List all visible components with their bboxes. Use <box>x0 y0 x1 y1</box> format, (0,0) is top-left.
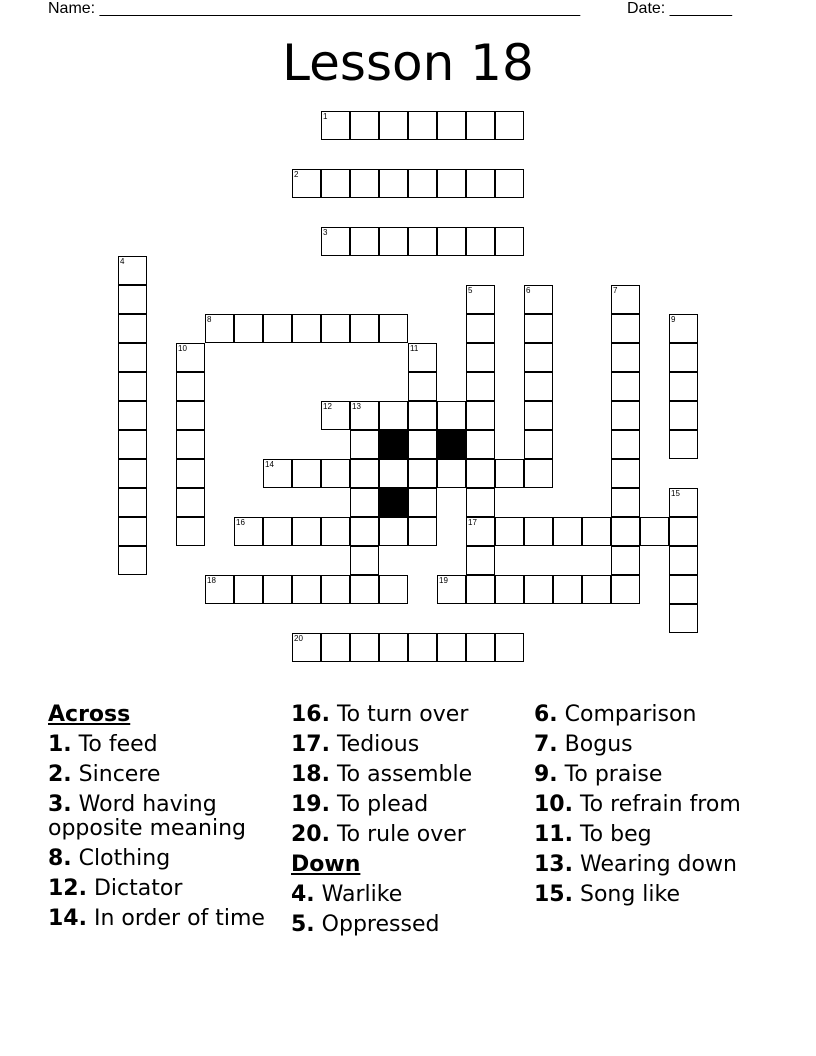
grid-square[interactable] <box>379 517 408 546</box>
grid-square[interactable] <box>524 285 553 314</box>
clue-column-3 <box>534 700 794 910</box>
clue-text: To feed <box>78 732 158 757</box>
clue-number-label: 1 <box>323 112 328 121</box>
grid-square[interactable] <box>408 372 437 401</box>
clue-number-label: 6 <box>526 286 531 295</box>
clue-number: 17. <box>291 732 330 757</box>
grid-square[interactable] <box>611 372 640 401</box>
grid-square[interactable] <box>611 343 640 372</box>
clue-text: To rule over <box>336 822 466 847</box>
grid-square[interactable] <box>669 575 698 604</box>
shaded-square <box>437 430 466 459</box>
grid-square[interactable] <box>524 459 553 488</box>
grid-square[interactable] <box>669 517 698 546</box>
clue-number-label: 17 <box>468 518 477 527</box>
grid-square[interactable] <box>408 111 437 140</box>
grid-square[interactable] <box>669 314 698 343</box>
clue-number-label: 20 <box>294 634 303 643</box>
clue-number-label: 15 <box>671 489 680 498</box>
date-field-label: Date: _______ <box>627 0 732 17</box>
name-field-label: Name: ______________________________________________________ <box>48 0 581 17</box>
grid-square[interactable] <box>263 575 292 604</box>
grid-square[interactable] <box>263 459 292 488</box>
clue-number-label: 4 <box>120 257 125 266</box>
clue-across-19 <box>291 790 526 820</box>
grid-square[interactable] <box>292 575 321 604</box>
down-heading: Down <box>291 852 361 877</box>
grid-square[interactable] <box>321 633 350 662</box>
grid-square[interactable] <box>379 227 408 256</box>
grid-square[interactable] <box>582 575 611 604</box>
grid-square[interactable] <box>176 343 205 372</box>
clue-across-14 <box>48 904 278 934</box>
grid-square[interactable] <box>524 430 553 459</box>
page-title: Lesson 18 <box>282 34 534 92</box>
clue-number-label: 2 <box>294 170 299 179</box>
clue-down-9 <box>534 760 794 790</box>
clue-across-3 <box>48 790 278 844</box>
grid-square[interactable] <box>611 546 640 575</box>
grid-square[interactable] <box>466 372 495 401</box>
grid-square[interactable] <box>466 401 495 430</box>
clue-text: Warlike <box>321 882 403 907</box>
grid-square[interactable] <box>118 372 147 401</box>
grid-square[interactable] <box>176 401 205 430</box>
grid-square[interactable] <box>292 517 321 546</box>
grid-square[interactable] <box>118 459 147 488</box>
grid-square[interactable] <box>437 227 466 256</box>
grid-square[interactable] <box>466 575 495 604</box>
grid-square[interactable] <box>408 169 437 198</box>
grid-square[interactable] <box>379 459 408 488</box>
grid-square[interactable] <box>118 285 147 314</box>
grid-square[interactable] <box>263 517 292 546</box>
grid-square[interactable] <box>669 401 698 430</box>
grid-square[interactable] <box>524 343 553 372</box>
clue-down-4 <box>291 880 526 910</box>
clue-number: 12. <box>48 876 87 901</box>
grid-square[interactable] <box>408 488 437 517</box>
grid-square[interactable] <box>263 314 292 343</box>
clue-down-11 <box>534 820 794 850</box>
grid-square[interactable] <box>437 401 466 430</box>
clue-number: 13. <box>534 852 573 877</box>
grid-square[interactable] <box>379 111 408 140</box>
clue-text: Dictator <box>93 876 183 901</box>
grid-square[interactable] <box>495 575 524 604</box>
grid-square[interactable] <box>611 401 640 430</box>
clue-number-label: 3 <box>323 228 328 237</box>
clue-number: 3. <box>48 792 72 817</box>
grid-square[interactable] <box>408 459 437 488</box>
clue-text: Song like <box>579 882 681 907</box>
grid-square[interactable] <box>408 343 437 372</box>
clue-number: 14. <box>48 906 87 931</box>
grid-square[interactable] <box>495 633 524 662</box>
grid-square[interactable] <box>408 401 437 430</box>
grid-square[interactable] <box>176 488 205 517</box>
grid-square[interactable] <box>437 111 466 140</box>
grid-square[interactable] <box>524 372 553 401</box>
clue-text: To assemble <box>336 762 473 787</box>
grid-square[interactable] <box>292 169 321 198</box>
clue-number: 10. <box>534 792 573 817</box>
clue-number: 1. <box>48 732 72 757</box>
grid-square[interactable] <box>379 401 408 430</box>
clue-number-label: 13 <box>352 402 361 411</box>
clue-across-8 <box>48 844 278 874</box>
clue-across-1 <box>48 730 278 760</box>
clue-text: Tedious <box>336 732 420 757</box>
grid-square[interactable] <box>437 169 466 198</box>
grid-square[interactable] <box>524 517 553 546</box>
grid-square[interactable] <box>466 430 495 459</box>
grid-square[interactable] <box>408 430 437 459</box>
grid-square[interactable] <box>292 633 321 662</box>
clue-down-13 <box>534 850 794 880</box>
grid-square[interactable] <box>669 604 698 633</box>
grid-square[interactable] <box>292 314 321 343</box>
grid-square[interactable] <box>553 517 582 546</box>
grid-square[interactable] <box>437 575 466 604</box>
grid-square[interactable] <box>466 285 495 314</box>
grid-square[interactable] <box>234 575 263 604</box>
grid-square[interactable] <box>466 169 495 198</box>
grid-square[interactable] <box>466 546 495 575</box>
clue-number-label: 7 <box>613 286 618 295</box>
grid-square[interactable] <box>118 256 147 285</box>
grid-square[interactable] <box>176 430 205 459</box>
clue-number-label: 12 <box>323 402 332 411</box>
grid-square[interactable] <box>118 546 147 575</box>
clue-number: 8. <box>48 846 72 871</box>
grid-square[interactable] <box>321 111 350 140</box>
grid-square[interactable] <box>553 575 582 604</box>
clue-text: To praise <box>564 762 663 787</box>
grid-square[interactable] <box>350 575 379 604</box>
grid-square[interactable] <box>321 314 350 343</box>
clue-column-2 <box>291 700 526 940</box>
clue-number-label: 10 <box>178 344 187 353</box>
grid-square[interactable] <box>611 517 640 546</box>
grid-square[interactable] <box>640 517 669 546</box>
across-heading: Across <box>48 702 131 727</box>
clue-across-17 <box>291 730 526 760</box>
clue-text: To refrain from <box>579 792 741 817</box>
clue-text: Wearing down <box>579 852 737 877</box>
grid-square[interactable] <box>466 111 495 140</box>
grid-square[interactable] <box>379 633 408 662</box>
grid-square[interactable] <box>669 343 698 372</box>
grid-square[interactable] <box>466 488 495 517</box>
clue-text: Clothing <box>78 846 171 871</box>
clue-number: 15. <box>534 882 573 907</box>
grid-square[interactable] <box>495 459 524 488</box>
grid-square[interactable] <box>321 575 350 604</box>
grid-square[interactable] <box>321 227 350 256</box>
clue-number: 9. <box>534 762 558 787</box>
clue-across-16 <box>291 700 526 730</box>
clue-number-label: 8 <box>207 315 212 324</box>
grid-square[interactable] <box>118 343 147 372</box>
clue-number: 5. <box>291 912 315 937</box>
clue-text: To turn over <box>336 702 469 727</box>
clue-number: 11. <box>534 822 573 847</box>
grid-square[interactable] <box>466 633 495 662</box>
grid-square[interactable] <box>669 430 698 459</box>
clue-number: 6. <box>534 702 558 727</box>
clue-text: Sincere <box>78 762 161 787</box>
grid-square[interactable] <box>350 517 379 546</box>
grid-square[interactable] <box>524 575 553 604</box>
grid-square[interactable] <box>466 459 495 488</box>
grid-square[interactable] <box>321 459 350 488</box>
grid-square[interactable] <box>234 517 263 546</box>
grid-square[interactable] <box>350 430 379 459</box>
grid-square[interactable] <box>437 459 466 488</box>
clue-number: 19. <box>291 792 330 817</box>
grid-square[interactable] <box>321 517 350 546</box>
clue-down-10 <box>534 790 794 820</box>
grid-square[interactable] <box>176 459 205 488</box>
grid-square[interactable] <box>466 343 495 372</box>
clue-down-6 <box>534 700 794 730</box>
grid-square[interactable] <box>350 459 379 488</box>
clue-number: 20. <box>291 822 330 847</box>
grid-square[interactable] <box>205 575 234 604</box>
grid-square[interactable] <box>437 633 466 662</box>
clue-text: Bogus <box>564 732 633 757</box>
grid-square[interactable] <box>379 169 408 198</box>
grid-square[interactable] <box>379 575 408 604</box>
grid-square[interactable] <box>350 488 379 517</box>
grid-square[interactable] <box>118 430 147 459</box>
clue-text: Word having opposite meaning <box>48 792 246 841</box>
grid-square[interactable] <box>379 314 408 343</box>
grid-square[interactable] <box>582 517 611 546</box>
clue-number-label: 18 <box>207 576 216 585</box>
grid-square[interactable] <box>611 488 640 517</box>
shaded-square <box>379 430 408 459</box>
grid-square[interactable] <box>466 517 495 546</box>
grid-square[interactable] <box>350 314 379 343</box>
grid-square[interactable] <box>495 517 524 546</box>
grid-square[interactable] <box>466 314 495 343</box>
clue-number-label: 11 <box>410 344 419 353</box>
grid-square[interactable] <box>118 314 147 343</box>
grid-square[interactable] <box>408 227 437 256</box>
clue-text: Oppressed <box>321 912 440 937</box>
grid-square[interactable] <box>495 169 524 198</box>
grid-square[interactable] <box>611 430 640 459</box>
clue-number-label: 5 <box>468 286 473 295</box>
clue-across-18 <box>291 760 526 790</box>
grid-square[interactable] <box>350 546 379 575</box>
shaded-square <box>379 488 408 517</box>
grid-square[interactable] <box>350 169 379 198</box>
clue-number-label: 19 <box>439 576 448 585</box>
grid-square[interactable] <box>176 517 205 546</box>
grid-square[interactable] <box>118 488 147 517</box>
clue-text: Comparison <box>564 702 697 727</box>
grid-square[interactable] <box>292 459 321 488</box>
clue-down-5 <box>291 910 526 940</box>
clue-down-7 <box>534 730 794 760</box>
grid-square[interactable] <box>118 517 147 546</box>
grid-square[interactable] <box>669 546 698 575</box>
clue-text: To plead <box>336 792 429 817</box>
grid-square[interactable] <box>669 488 698 517</box>
clue-number: 2. <box>48 762 72 787</box>
grid-square[interactable] <box>611 285 640 314</box>
clue-number: 4. <box>291 882 315 907</box>
grid-square[interactable] <box>495 111 524 140</box>
grid-square[interactable] <box>408 633 437 662</box>
grid-square[interactable] <box>524 314 553 343</box>
clue-text: In order of time <box>93 906 265 931</box>
clue-number-label: 16 <box>236 518 245 527</box>
clue-column-1 <box>48 700 278 934</box>
grid-square[interactable] <box>350 111 379 140</box>
grid-square[interactable] <box>321 169 350 198</box>
clue-number: 18. <box>291 762 330 787</box>
grid-square[interactable] <box>234 314 263 343</box>
clue-number-label: 14 <box>265 460 274 469</box>
grid-square[interactable] <box>350 401 379 430</box>
grid-square[interactable] <box>205 314 234 343</box>
grid-square[interactable] <box>350 633 379 662</box>
grid-square[interactable] <box>611 314 640 343</box>
grid-square[interactable] <box>524 401 553 430</box>
clue-number-label: 9 <box>671 315 676 324</box>
grid-square[interactable] <box>495 227 524 256</box>
grid-square[interactable] <box>321 401 350 430</box>
grid-square[interactable] <box>611 459 640 488</box>
clue-number: 16. <box>291 702 330 727</box>
grid-square[interactable] <box>350 227 379 256</box>
clue-text: To beg <box>579 822 652 847</box>
grid-square[interactable] <box>611 575 640 604</box>
grid-square[interactable] <box>466 227 495 256</box>
grid-square[interactable] <box>408 517 437 546</box>
clue-number: 7. <box>534 732 558 757</box>
clue-across-12 <box>48 874 278 904</box>
grid-square[interactable] <box>118 401 147 430</box>
clue-across-2 <box>48 760 278 790</box>
grid-square[interactable] <box>176 372 205 401</box>
clue-across-20 <box>291 820 526 850</box>
grid-square[interactable] <box>669 372 698 401</box>
clue-down-15 <box>534 880 794 910</box>
